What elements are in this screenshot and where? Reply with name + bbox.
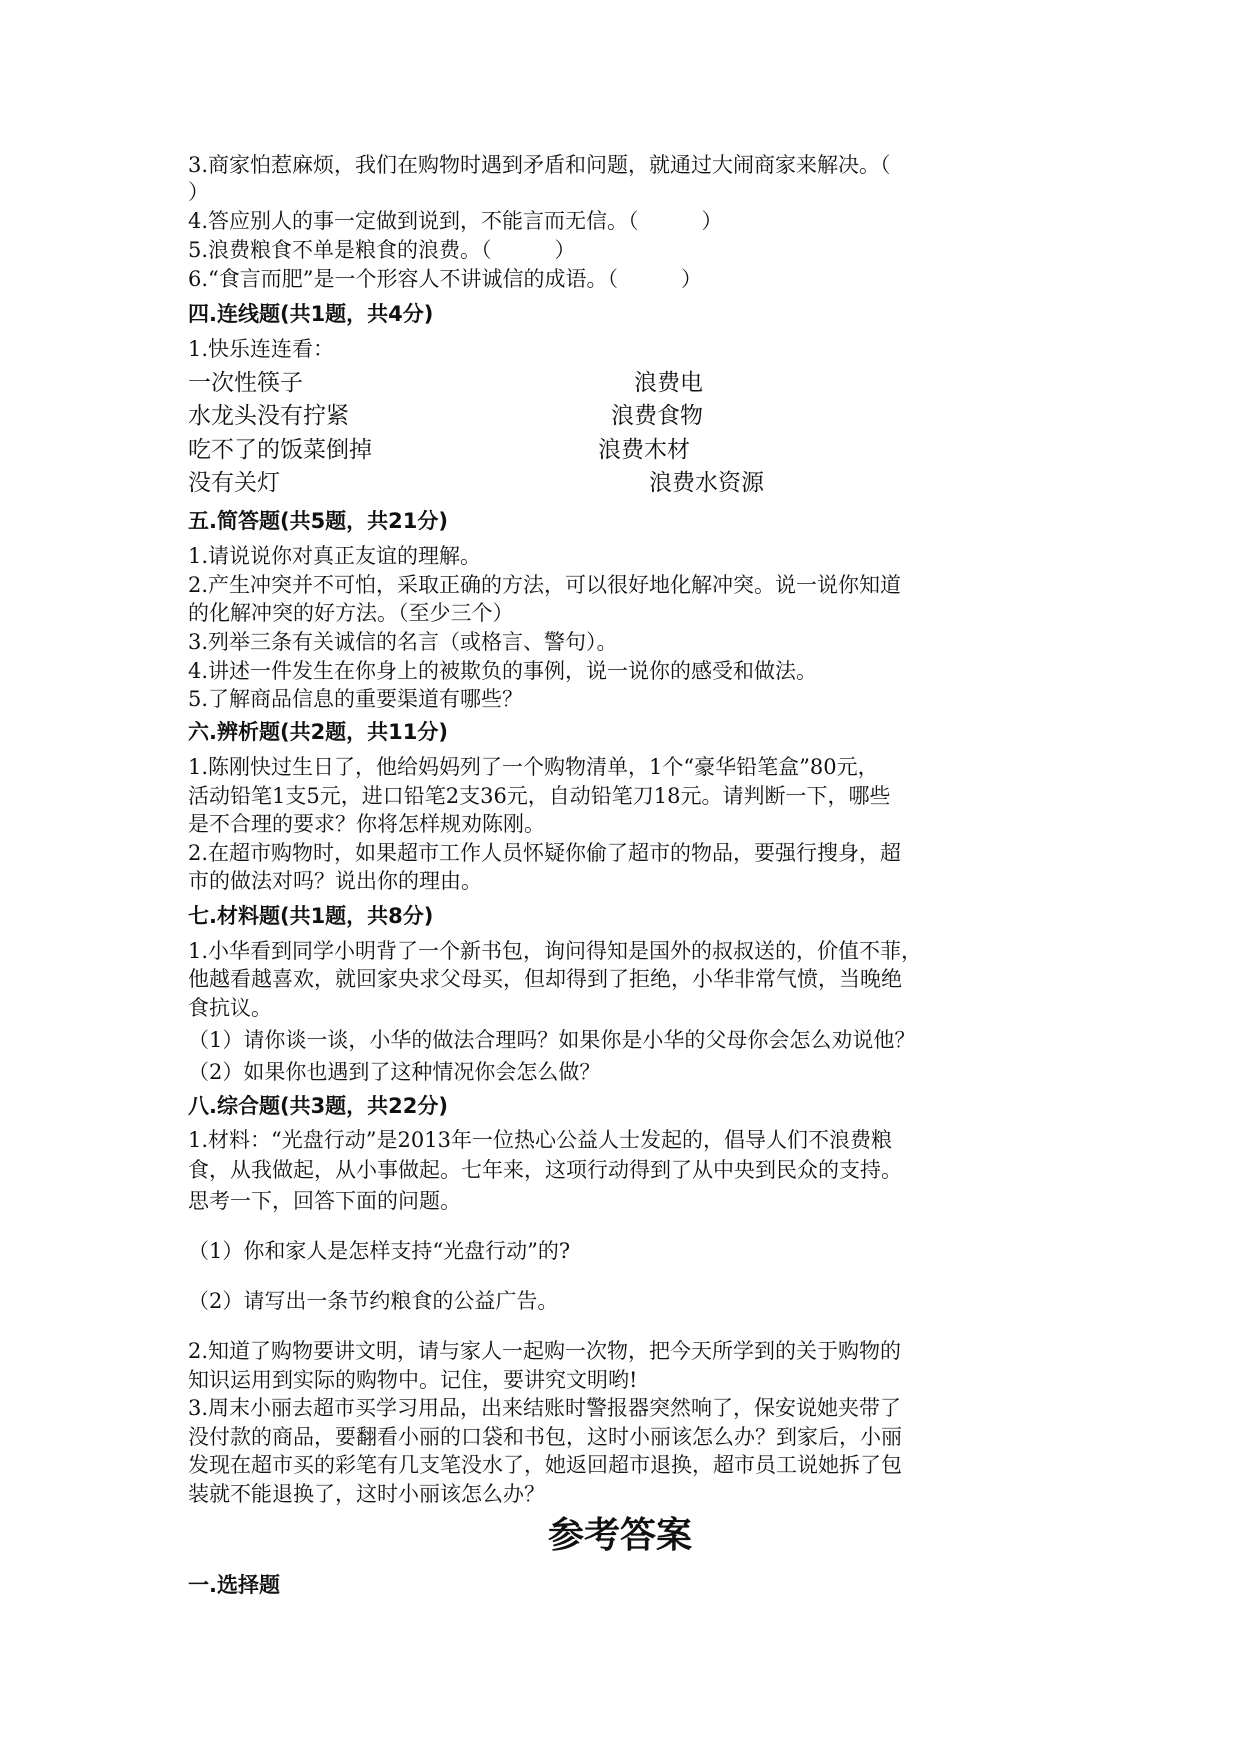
s6-q1b: 活动铅笔1支5元，进口铅笔2支36元，自动铅笔刀18元。请判断一下，哪些 [188, 784, 891, 808]
tf-q3b: ） [188, 180, 209, 204]
s5-q3: 3.列举三条有关诚信的名言（或格言、警句）。 [188, 630, 618, 654]
match-left-4: 没有关灯 [188, 470, 280, 496]
s7-q1a: 1.小华看到同学小明背了一个新书包，询问得知是国外的叔叔送的，价值不菲， [188, 939, 923, 963]
section-7-heading: 七.材料题(共1题，共8分) [188, 904, 434, 928]
s8-q2a: 2.知道了购物要讲文明，请与家人一起购一次物，把今天所学到的关于购物的 [188, 1339, 902, 1363]
match-right-4: 浪费水资源 [649, 470, 764, 496]
s8-q3b: 没付款的商品，要翻看小丽的口袋和书包，这时小丽该怎么办？到家后，小丽 [188, 1425, 902, 1449]
section-6-heading: 六.辨析题(共2题，共11分) [188, 720, 449, 744]
s8-sub1: （1）你和家人是怎样支持“光盘行动”的? [188, 1239, 571, 1263]
s5-q2a: 2.产生冲突并不可怕，采取正确的方法，可以很好地化解冲突。说一说你知道 [188, 573, 902, 597]
tf-q4: 4.答应别人的事一定做到说到，不能言而无信。（ ） [188, 209, 723, 233]
s7-q1c: 食抗议。 [188, 996, 272, 1020]
answers-title: 参考答案 [547, 1514, 692, 1556]
section-5-heading: 五.简答题(共5题，共21分) [188, 509, 449, 533]
s8-q1c: 思考一下，回答下面的问题。 [188, 1189, 461, 1213]
s5-q5: 5.了解商品信息的重要渠道有哪些？ [188, 687, 524, 711]
s8-q1a: 1.材料：“光盘行动”是2013年一位热心公益人士发起的，倡导人们不浪费粮 [188, 1128, 892, 1152]
s6-q2b: 市的做法对吗？说出你的理由。 [188, 869, 482, 893]
s8-q1b: 食，从我做起，从小事做起。七年来，这项行动得到了从中央到民众的支持。 [188, 1158, 902, 1182]
section-4-heading: 四.连线题(共1题，共4分) [188, 302, 434, 326]
s7-sub2: （2）如果你也遇到了这种情况你会怎么做？ [188, 1060, 601, 1084]
answers-section-1-heading: 一.选择题 [188, 1573, 280, 1597]
match-right-1: 浪费电 [634, 370, 703, 396]
s8-q3c: 发现在超市买的彩笔有几支笔没水了，她返回超市退换，超市员工说她拆了包 [188, 1453, 902, 1477]
section-8-heading: 八.综合题(共3题，共22分) [188, 1094, 449, 1118]
s5-q4: 4.讲述一件发生在你身上的被欺负的事例，说一说你的感受和做法。 [188, 659, 818, 683]
match-left-3: 吃不了的饭菜倒掉 [188, 437, 372, 463]
match-right-2: 浪费食物 [611, 403, 703, 429]
s5-q2b: 的化解冲突的好方法。（至少三个） [188, 601, 514, 625]
match-right-3: 浪费木材 [598, 437, 690, 463]
match-left-1: 一次性筷子 [188, 370, 303, 396]
s6-q1a: 1.陈刚快过生日了，他给妈妈列了一个购物清单，1个“豪华铅笔盒”80元， [188, 755, 879, 779]
tf-q6: 6.“食言而肥”是一个形容人不讲诚信的成语。（ ） [188, 267, 703, 291]
match-left-2: 水龙头没有拧紧 [188, 403, 349, 429]
tf-q5: 5.浪费粮食不单是粮食的浪费。（ ） [188, 238, 576, 262]
s6-q2a: 2.在超市购物时，如果超市工作人员怀疑你偷了超市的物品，要强行搜身，超 [188, 841, 902, 865]
s8-q3a: 3.周末小丽去超市买学习用品，出来结账时警报器突然响了，保安说她夹带了 [188, 1396, 902, 1420]
tf-q3a: 3.商家怕惹麻烦，我们在购物时遇到矛盾和问题，就通过大闹商家来解决。（ [188, 153, 891, 177]
s8-sub2: （2）请写出一条节约粮食的公益广告。 [188, 1289, 559, 1313]
s7-q1b: 他越看越喜欢，就回家央求父母买，但却得到了拒绝，小华非常气愤，当晚绝 [188, 967, 902, 991]
s6-q1c: 是不合理的要求？你将怎样规劝陈刚。 [188, 812, 545, 836]
s8-q2b: 知识运用到实际的购物中。记住，要讲究文明哟! [188, 1368, 638, 1392]
s4-q1: 1.快乐连连看： [188, 337, 335, 361]
s8-q3d: 装就不能退换了，这时小丽该怎么办？ [188, 1482, 545, 1506]
s5-q1: 1.请说说你对真正友谊的理解。 [188, 544, 482, 568]
s7-sub1: （1）请你谈一谈，小华的做法合理吗？如果你是小华的父母你会怎么劝说他？ [188, 1028, 916, 1052]
